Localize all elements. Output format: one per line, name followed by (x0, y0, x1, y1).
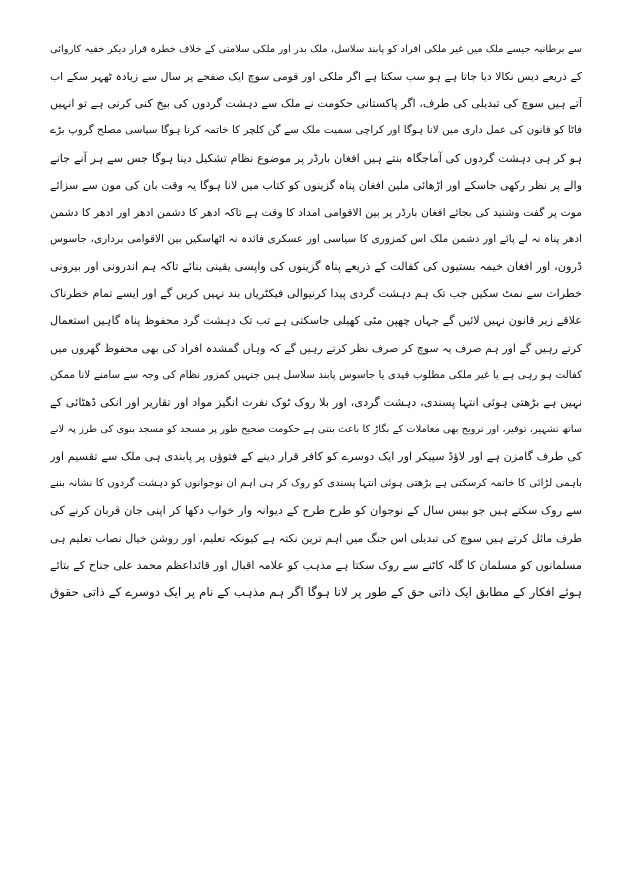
text-line: کے ذریعے دیس نکالا دیا جاتا ہے ہو سب سکتا ہے اگر ملکی اور قومی سوچ ایک صفحے پر سال سے زیادہ ٹھہر سکے اب (50, 70, 582, 84)
text-line: کفالت ہو رہی ہے یا غیر ملکی مطلوب قیدی یا جاسوس پابند سلاسل ہیں جنہیں کمزور نظام کی وجہ سے سامنے لانا ممکن (50, 368, 582, 381)
text-line: کرتے رہیں گے اور ہم صرف یہ سوچ کر صرف نظر کرتے رہیں گے کہ وہاں گمشدہ افراد کی بھی محفوظ گھروں میں (50, 341, 582, 355)
text-line: طرف مائل کرتے ہیں سوچ کی تبدیلی اس جنگ میں اہم ترین نکتہ ہے کیونکہ تعلیم، اور روشن خیال نصاب تعلیم ہی (50, 531, 582, 545)
text-line: آتے ہیں سوچ کی تبدیلی کی طرف، اگر پاکستانی حکومت نے ملک سے دہشت گردوں کی بیخ کنی کرنی ہے تو انہیں (50, 97, 582, 111)
text-line: ہو کر ہی دہشت گردوں کی آماجگاہ بنتے ہیں افغان بارڈر پر موضوع نظام تشکیل دینا ہوگا جس سے ہر آنے جانے (50, 151, 582, 165)
text-line: کی طرف گامزن ہے اور لاؤڈ سپیکر اور ایک دوسرے کو کافر قرار دینے کے فتوؤں پر پابندی ہی ملک سے تقسیم اور (50, 450, 582, 464)
text-line: سے برطانیہ جیسے ملک میں غیر ملکی افراد کو پابند سلاسل، ملک بدر اور ملکی سلامتی کے خلاف خطرہ قرار دیکر خفیہ کاروائی (50, 44, 582, 55)
text-line: نہیں ہے بڑھتی ہوئی انتہا پسندی، دہشت گردی، اور بلا روک ٹوک نفرت انگیز مواد اور تقاریر اور انکی ڈھٹائی کے (50, 394, 582, 409)
text-line: فاٹا کو قانون کی عمل داری میں لانا ہوگا اور کراچی سمیت ملک سے گن کلچر کا خاتمہ کرنا ہوگا سیاسی مصلح گروپ بڑے (50, 124, 582, 137)
text-line: موت پر گفت وشنید کی بجائے افغان بارڈر پر بین الاقوامی امداد کا وقت ہے تاکہ ادھر کا دشمن ادھر اور ادھر کا دشمن (50, 205, 582, 219)
text-line: باہمی لڑائی کا خاتمہ کرسکتی ہے بڑھتی ہوئی انتہا پسندی کو روک کر ہی اہم ان نوجوانوں کو دہشت گردوں کا نشانہ بننے (50, 477, 582, 490)
text-line: علاقے زیر قانون نہیں لائیں گے جہاں چھپن مٹی کھیلی جاسکتی ہے تب تک دہشت گرد محفوظ پناہ گاہیں استعمال (50, 314, 582, 328)
document-page (50, 36, 582, 606)
text-line: خطرات سے نمٹ سکیں جب تک ہم دہشت گردی پیدا کرنیوالی فیکٹریاں بند نہیں کریں گے اور ایسے تمام خطرناک (50, 287, 582, 301)
text-line: ادھر پناہ نہ لے پائے اور دشمن ملک اس کمزوری کا سیاسی اور عسکری فائدہ نہ اٹھاسکیں بین الاقوامی برداری، جاسوس (50, 232, 582, 245)
text-line: سے روک سکتے ہیں جو بیس سال کے نوجوان کو طرح طرح کے دیوانہ وار خواب دکھا کر اپنی جان قربان کرنے کی (50, 503, 582, 518)
text-line: ہوئے افکار کے مطابق ایک ذاتی حق کے طور پر لانا ہوگا اگر ہم مذہب کے نام پر ایک دوسرے کے ذاتی حقوق (50, 584, 582, 599)
text-line: ڈرون، اور افغان خیمہ بستیوں کی کفالت کے ذریعے پناہ گزینوں کی واپسی یقینی بنائے تاکہ ہم اندرونی اور بیرونی (50, 259, 582, 274)
text-line: ساتھ تشہیر، توقیر، اور ترویج بھی معاملات کے بگاڑ کا باعث بنتی ہے حکومت صحیح طور پر مسجد کو مسجد بنوی کی طرز پہ لانے (50, 423, 582, 435)
text-line: مسلمانوں کو مسلمان کا گلہ کاٹنے سے روک سکتا ہے مذہب کو علامہ اقبال اور قائداعظم محمد علی جناح کے بتائے (50, 558, 582, 572)
text-line: والے پر نظر رکھی جاسکے اور اڑھائی ملین افغان پناہ گزینوں کو کتاب میں لانا ہوگا یہ وقت بان کی مون سے سزائے (50, 178, 582, 192)
